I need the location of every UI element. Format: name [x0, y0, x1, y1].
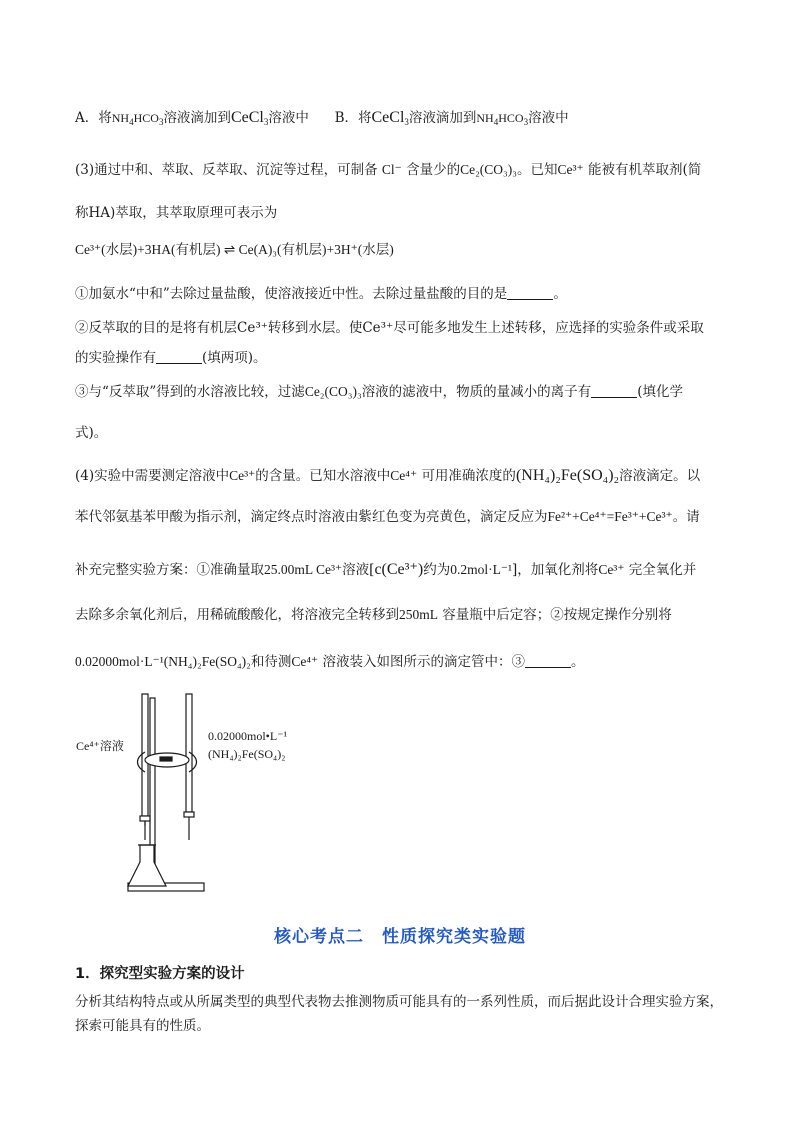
answer-blank[interactable]	[507, 285, 553, 300]
cerium-carbonate: Ce₂(CO₃)₃	[304, 384, 362, 399]
cerium-carbonate: Ce₂(CO₃)₃	[460, 162, 517, 177]
q4-l1-d: 溶液滴定。以	[619, 468, 701, 484]
q4-l4-a: 去除多余氧化剂后，用稀硫酸酸化，将溶液完全转移到	[75, 607, 399, 623]
q3-sub2-b-text: 的实验操作有	[75, 350, 156, 366]
q4-line4	[75, 605, 672, 625]
q4-line2	[75, 507, 700, 527]
body-paragraph: 分析其结构特点或从所属类型的典型代表物去推测物质可能具有的一系列性质，而后据此设计合理实验方案，探索可能具有的性质。	[75, 994, 723, 1034]
concentration-value: 0.2mol·L⁻¹	[450, 562, 513, 577]
q4-l1-a: (4)实验中需要测定溶液中	[75, 468, 230, 484]
option-a-prefix: A．将	[75, 110, 112, 126]
q3-sub3-end: 式)。	[75, 425, 108, 441]
mohr-salt: (NH₄)₂Fe(SO₄)₂	[515, 467, 620, 484]
q3-text-c: 。已知	[516, 162, 558, 178]
option-b-mid: 溶液滴加到	[408, 110, 477, 126]
q3-sub2-b	[75, 348, 267, 368]
q3-sub2-a: ②反萃取的目的是将有机层Ce³⁺转移到水层。使Ce³⁺尽可能多地发生上述转移，应选择的实验条件或采取	[75, 320, 704, 336]
option-a-mid: 溶液滴加到	[163, 110, 231, 126]
subsection-heading: 1．探究型实验方案的设计	[75, 966, 245, 982]
answer-blank[interactable]	[525, 653, 571, 668]
q4-l3-d: ]，加氧化剂将	[512, 562, 599, 578]
q4-l2-end: 。请	[672, 509, 700, 525]
q3-sub1-text: ①加氨水“中和”去除过量盐酸，使溶液接近中性。去除过量盐酸的目的是	[75, 286, 508, 302]
q4-line3	[75, 560, 696, 580]
extraction-equation: Ce³⁺(水层)+3HA(有机层) ⇌ Ce(A)₃(有机层)+3H⁺(水层)	[75, 242, 394, 257]
concentration-expr: c(Ce³⁺)	[374, 561, 424, 578]
q3-sub1-end: 。	[553, 286, 567, 302]
q4-line1	[75, 466, 700, 486]
q3-sub3	[75, 382, 683, 402]
q4-l5-b: 和待测	[250, 654, 292, 670]
q3-sub2-b-end: (填两项)。	[202, 350, 267, 366]
option-b-suffix: 溶液中	[528, 110, 569, 126]
q4-line5	[75, 652, 585, 672]
titrant-solution: 0.02000mol·L⁻¹(NH₄)₂Fe(SO₄)₂	[75, 654, 251, 669]
titration-equation: Fe²⁺+Ce⁴⁺=Fe³⁺+Ce³⁺	[547, 509, 673, 524]
q4-l3-b: 溶液[	[342, 562, 375, 578]
option-b-prefix: B．将	[334, 110, 372, 126]
q3-sub1	[75, 284, 567, 304]
option-a-suffix: 溶液中	[268, 110, 309, 126]
q3-line2: 称HA)萃取，其萃取原理可表示为	[75, 205, 278, 221]
options-line: A．将$NH_4HCO_3$溶液滴加到CeCl$_3$溶液中 B．将CeCl$_3$溶液滴加到$NH_4HCO_3$溶液中	[75, 109, 569, 127]
cerium-ion: Ce³⁺	[557, 162, 584, 177]
titration-apparatus-figure	[70, 690, 260, 900]
q3-text-a: (3)通过中和、萃取、反萃取、沉淀等过程，可制备	[75, 162, 378, 178]
q4-l2-a: 苯代邻氨基苯甲酸为指示剂，滴定终点时溶液由紫红色变为亮黄色，滴定反应为	[75, 509, 548, 525]
cerium-ion: Ce³⁺	[229, 468, 256, 483]
answer-blank[interactable]	[591, 383, 637, 398]
q4-l1-b: 的含量。已知水溶液中	[255, 468, 391, 484]
left-burette-label: Ce⁴⁺溶液	[76, 739, 124, 753]
right-burette-label-1: 0.02000mol•L⁻¹	[208, 729, 288, 743]
q3-text-b: 含量少的	[406, 162, 461, 178]
q4-l3-e: 完全氧化并	[628, 562, 697, 578]
q4-l1-c: 可用准确浓度的	[421, 468, 516, 484]
right-burette-label-2: (NH₄)₂Fe(SO₄)₂	[208, 747, 286, 761]
q4-l4-b: 容量瓶中后定容；②按规定操作分别将	[442, 607, 672, 623]
answer-blank[interactable]	[156, 349, 202, 364]
q3-sub3-c: (填化学	[637, 384, 683, 400]
q3-sub3-b: 溶液的滤液中，物质的量减小的离子有	[361, 384, 592, 400]
section-title: 核心考点二 性质探究类实验题	[274, 927, 526, 947]
q4-l5-end: 。	[571, 654, 585, 670]
sample-volume: 25.00mL Ce³⁺	[264, 562, 343, 577]
q4-l5-c: 溶液装入如图所示的滴定管中：③	[322, 654, 525, 670]
flask-volume: 250mL	[399, 607, 438, 622]
q3-line1	[75, 160, 701, 180]
q4-l3-a: 补充完整实验方案：①准确量取	[75, 562, 264, 578]
q3-sub3-a: ③与“反萃取”得到的水溶液比较，过滤	[75, 384, 305, 400]
q3-text-d: 能被有机萃取剂(简	[587, 162, 702, 178]
cerium-ion: Ce³⁺	[598, 562, 625, 577]
q4-l3-c: 约为	[423, 562, 451, 578]
chloride-ion: Cl⁻	[381, 162, 402, 177]
cerium-iv-ion: Ce⁴⁺	[291, 654, 319, 669]
cerium-iv-ion: Ce⁴⁺	[390, 468, 418, 483]
